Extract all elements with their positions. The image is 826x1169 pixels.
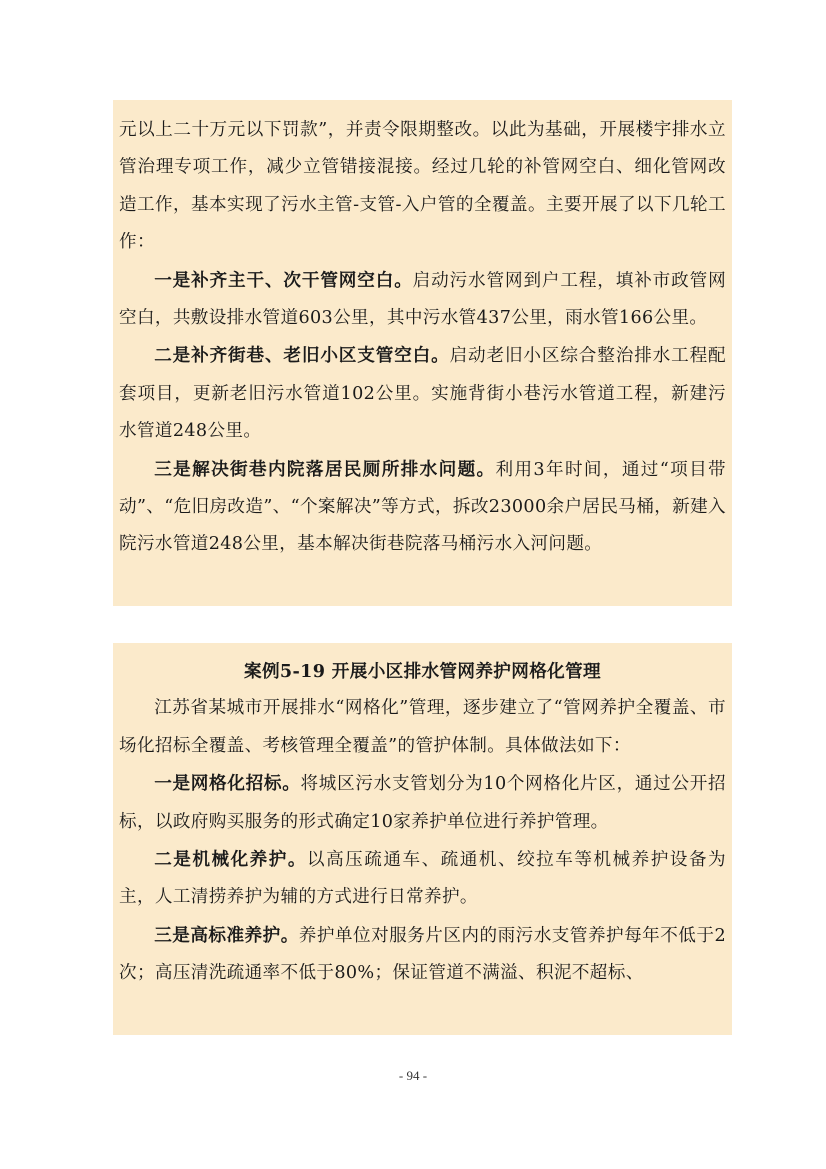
- item-heading: 三是高标准养护。: [154, 924, 299, 946]
- item-text: 启动老旧小区综合整治排水工程配套项目，更新老旧污水管道102公里。实施背街小巷污水管道工程，新建污水管道248公里。: [119, 346, 726, 442]
- case-box: [113, 643, 732, 1035]
- item-text: 利用3年时间，通过“项目带动”、“危旧房改造”、“个案解决”等方式，拆改23000余户居民马桶，新建入院污水管道248公里，基本解决街巷院落马桶污水入河问题。: [119, 459, 726, 555]
- paragraph-item-3: [119, 451, 726, 564]
- item-text: 养护单位对服务片区内的雨污水支管养护每年不低于2次；高压清洗疏通率不低于80%；保证管道不满溢、积泥不超标、: [119, 925, 726, 984]
- item-text: 以高压疏通车、疏通机、绞拉车等机械养护设备为主，人工清捞养护为辅的方式进行日常养护。: [119, 850, 726, 908]
- paragraph-item-2: [119, 337, 726, 450]
- paragraph-item-1: [119, 262, 726, 338]
- item-heading: 一是网格化招标。: [154, 773, 301, 795]
- paragraph-item-3: [119, 917, 726, 993]
- item-heading: 二是补齐街巷、老旧小区支管空白。: [154, 345, 450, 367]
- item-heading: 一是补齐主干、次干管网空白。: [154, 269, 413, 291]
- text-box-upper: [113, 100, 732, 606]
- case-title: 案例5-19 开展小区排水管网养护网格化管理: [244, 661, 601, 682]
- paragraph-item-2: [119, 841, 726, 917]
- item-heading: 二是机械化养护。: [154, 849, 307, 871]
- paragraph-intro: 元以上二十万元以下罚款”，并责令限期整改。以此为基础，开展楼宇排水立管治理专项工作，减少立管错接混接。经过几轮的补管网空白、细化管网改造工作，基本实现了污水主管-支管-入户管的全覆盖。主要开展了以下几轮工作：: [119, 120, 726, 253]
- paragraph-intro: 江苏省某城市开展排水“网格化”管理，逐步建立了“管网养护全覆盖、市场化招标全覆盖、考核管理全覆盖”的管护体制。具体做法如下：: [119, 698, 726, 756]
- page-number: - 94 -: [398, 1068, 428, 1083]
- item-text: 将城区污水支管划分为10个网格化片区，通过公开招标，以政府购买服务的形式确定10家养护单位进行养护管理。: [119, 774, 726, 832]
- item-text: 启动污水管网到户工程，填补市政管网空白，共敷设排水管道603公里，其中污水管437公里，雨水管166公里。: [119, 270, 727, 329]
- item-heading: 三是解决街巷内院落居民厕所排水问题。: [154, 458, 496, 480]
- paragraph-item-1: [119, 765, 726, 841]
